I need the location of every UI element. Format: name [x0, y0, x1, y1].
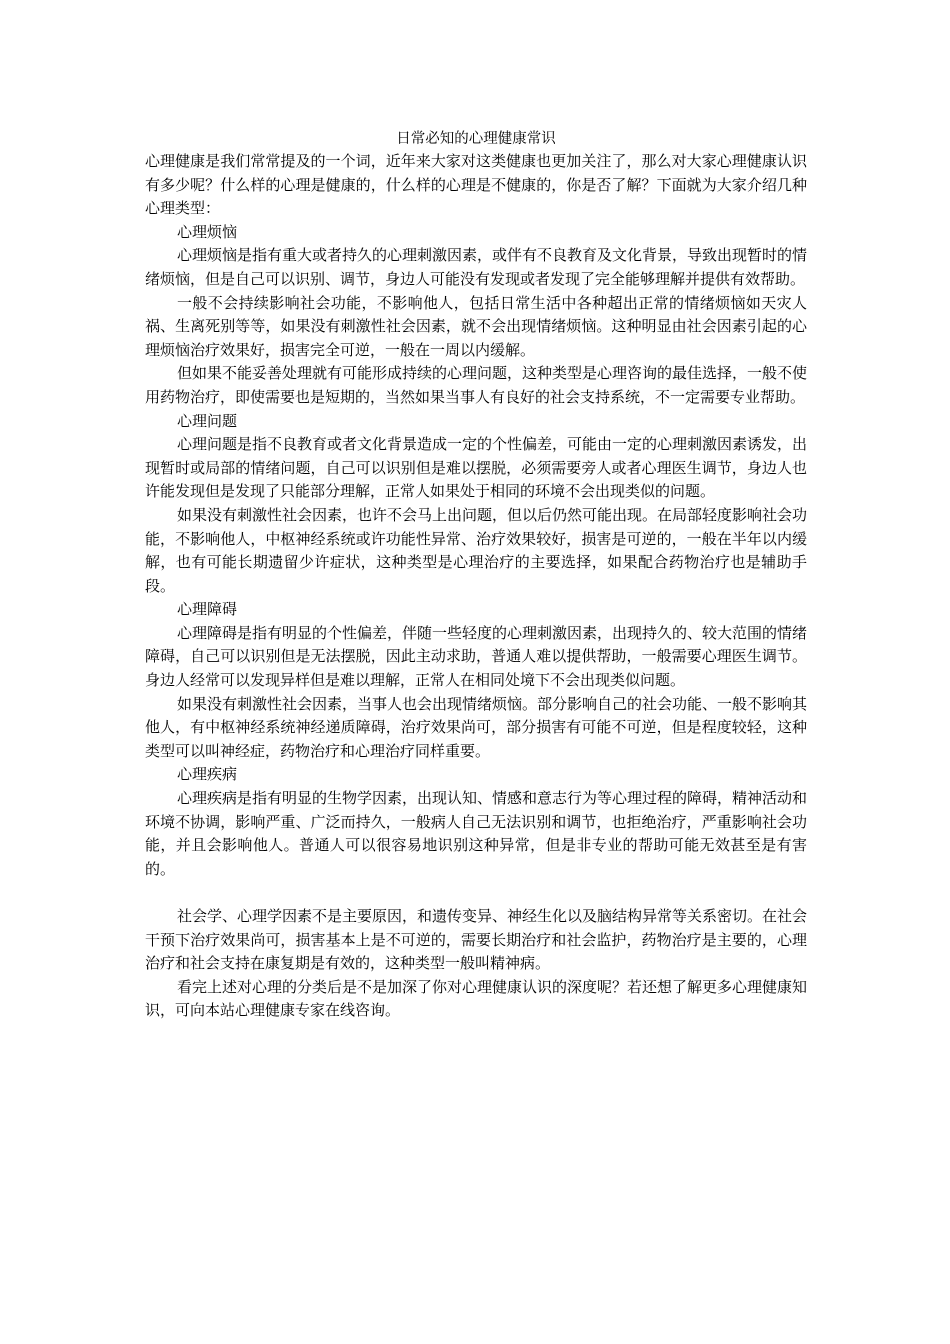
closing-section	[145, 905, 807, 1023]
document-page	[145, 128, 807, 1023]
section-annoyance	[145, 221, 807, 410]
closing-paragraph: 社会学、心理学因素不是主要原因，和遗传变异、神经生化以及脑结构异常等关系密切。在社会干预下治疗效果尚可，损害基本上是不可逆的，需要长期治疗和社会监护，药物治疗是主要的，心理治疗和社会支持在康复期是有效的，这种类型一般叫精神病。	[145, 907, 808, 973]
section-paragraph: 心理烦恼是指有重大或者持久的心理刺激因素，或伴有不良教育及文化背景，导致出现暂时的情绪烦恼，但是自己可以识别、调节，身边人可能没有发现或者发现了完全能够理解并提供有效帮助。	[145, 246, 808, 288]
section-heading: 心理问题	[177, 411, 238, 430]
section-heading: 心理烦恼	[177, 222, 238, 241]
closing-paragraph: 看完上述对心理的分类后是不是加深了你对心理健康认识的深度呢？若还想了解更多心理健康知识，可向本站心理健康专家在线咨询。	[145, 977, 808, 1020]
section-paragraph: 一般不会持续影响社会功能，不影响他人，包括日常生活中各种超出正常的情绪烦恼如天灾人祸、生离死别等等，如果没有刺激性社会因素，就不会出现情绪烦恼。这种明显由社会因素引起的心理烦恼治疗效果好，损害完全可逆，一般在一周以内缓解。	[145, 293, 807, 359]
section-paragraph: 心理问题是指不良教育或者文化背景造成一定的个性偏差，可能由一定的心理刺激因素诱发，出现暂时或局部的情绪问题，自己可以识别但是难以摆脱，必须需要旁人或者心理医生调节，身边人也许能发现但是发现了只能部分理解，正常人如果处于相同的环境不会出现类似的问题。	[145, 435, 808, 501]
section-problem	[145, 410, 807, 599]
section-paragraph: 心理疾病是指有明显的生物学因素，出现认知、情感和意志行为等心理过程的障碍，精神活动和环境不协调，影响严重、广泛而持久，一般病人自己无法识别和调节，也拒绝治疗，严重影响社会功能，并且会影响他人。普通人可以很容易地识别这种异常，但是非专业的帮助可能无效甚至是有害的。	[145, 789, 808, 878]
section-paragraph: 如果没有刺激性社会因素，也许不会马上出问题，但以后仍然可能出现。在局部轻度影响社会功能，不影响他人，中枢神经系统或许功能性异常、治疗效果较好，损害是可逆的，一般在半年以内缓解，也有可能长期遗留少许症状，这种类型是心理治疗的主要选择，如果配合药物治疗也是辅助手段。	[145, 505, 808, 595]
document-title: 日常必知的心理健康常识	[396, 131, 556, 147]
blank-line	[145, 881, 807, 905]
section-heading: 心理疾病	[177, 765, 238, 784]
section-paragraph: 但如果不能妥善处理就有可能形成持续的心理问题，这种类型是心理咨询的最佳选择，一般不使用药物治疗，即使需要也是短期的，当然如果当事人有良好的社会支持系统，不一定需要专业帮助。	[145, 364, 808, 406]
section-illness	[145, 763, 807, 881]
intro-paragraph: 心理健康是我们常常提及的一个词，近年来大家对这类健康也更加关注了，那么对大家心理健康认识有多少呢？什么样的心理是健康的，什么样的心理是不健康的，你是否了解？下面就为大家介绍几种心理类型：	[145, 152, 807, 218]
section-paragraph: 如果没有刺激性社会因素，当事人也会出现情绪烦恼。部分影响自己的社会功能、一般不影响其他人，有中枢神经系统神经递质障碍，治疗效果尚可，部分损害有可能不可逆，但是程度较轻，这种类型可以叫神经症，药物治疗和心理治疗同样重要。	[145, 694, 808, 760]
section-disorder	[145, 598, 807, 763]
section-paragraph: 心理障碍是指有明显的个性偏差，伴随一些轻度的心理刺激因素，出现持久的、较大范围的情绪障碍，自己可以识别但是无法摆脱，因此主动求助，普通人难以提供帮助，一般需要心理医生调节。身边人经常可以发现异样但是难以理解，正常人在相同处境下不会出现类似问题。	[145, 623, 808, 690]
section-heading: 心理障碍	[177, 600, 238, 619]
